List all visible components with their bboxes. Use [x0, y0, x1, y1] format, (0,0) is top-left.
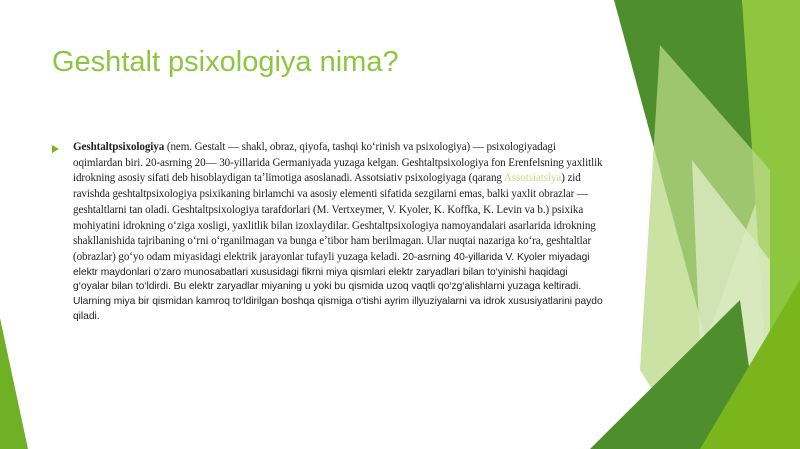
body-term: Geshtaltpsixologiya	[73, 141, 165, 153]
bullet-arrow-icon	[52, 145, 59, 153]
slide-body-text	[73, 140, 605, 324]
slide-title: Geshtalt psixologiya nima?	[52, 46, 399, 78]
assotsiatsiya-link[interactable]: Assotsiatsiya	[503, 172, 562, 185]
body-segment-3: 20-asrning 40-yillarida V. Kyoler miyadagi elektr maydonlari o‘zaro munosabatlari xususidagi fikrni miya qismlari elektr zaryadlari bilan to‘yinishi haqidagi g‘oyalar bilan to‘ldirdi. Bu elektr zaryadlar miyaning u yoki bu qismida uzoq vaqtli qo‘zg‘alishlarni yuzaga keltiradi. Ularning miya bir qismidan kamroq to‘ldirilgan boshqa qismiga o‘tishi ayrim illyuziyalarni va idrok xususiyatlarini paydo qiladi.	[73, 251, 603, 322]
body-segment-1: (nem. Gestalt — shakl, obraz, qiyofa, tashqi koʻrinish va psixologiya) — psixologiyadagi oqimlardan biri. 20-asrning 20— 30-yillarida Germaniyada yuzaga kelgan. Geshtaltpsixologiya fon Erenfelsning yaxlitlik idrokning asosiy sifati deb hisoblaydigan taʼlimotiga asoslanadi. Assotsiativ psixologiyaga (qarang	[73, 141, 603, 185]
left-corner-triangle	[0, 318, 28, 449]
body-segment-2: ) zid ravishda geshtaltpsixologiya psixikaning birlamchi va asosiy elementi sifatida sezgilarni emas, balki yaxlit obrazlar — geshtaltlarni tan oladi. Geshtaltpsixologiya tarafdorlari (M. Vertxeymer, V. Kyoler, K. Koffka, K. Levin va b.) psixika mohiyatini idrokning oʻziga xosligi, yaxlitlik bilan izoxlaydilar. Geshtaltpsixologiya namoyandalari asarlarida idrokning shakllanishida tajribaning oʻrni oʻrganilmagan va bunga eʼtibor ham berilmagan. Ular nuqtai nazariga koʻra, geshtaltlar (obrazlar) goʻyo odam miyasidagi elektrik jarayonlar tufayli yuzaga keladi.	[73, 172, 596, 263]
